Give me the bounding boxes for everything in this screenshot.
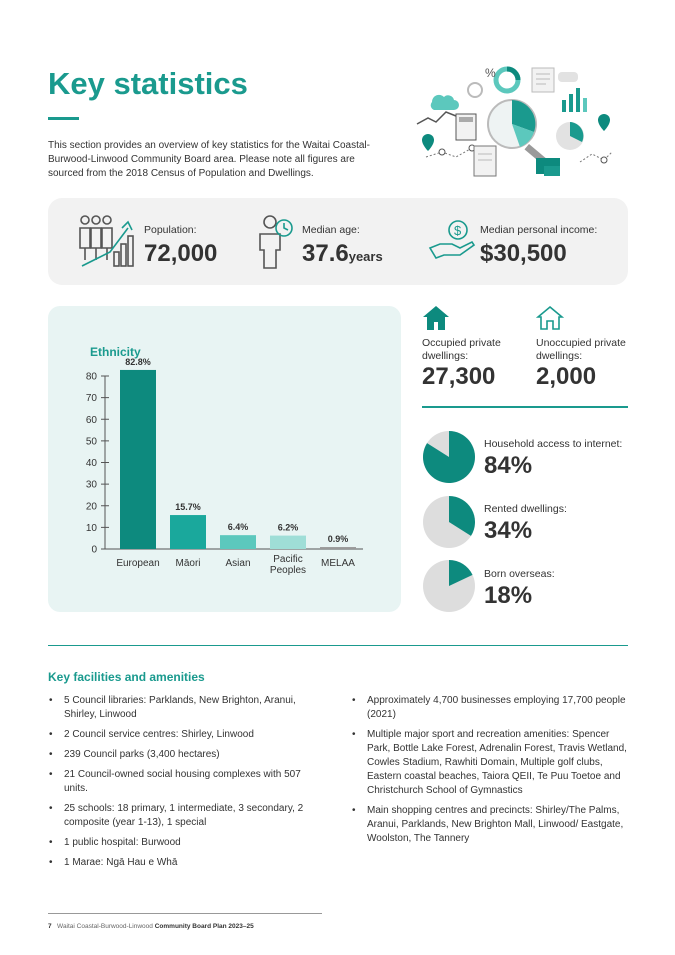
born-overseas-value: 18%	[484, 582, 533, 609]
bar-asian	[220, 535, 256, 549]
svg-text:%: %	[485, 66, 496, 80]
footer-plan-name: Community Board Plan 2023–25	[154, 923, 254, 930]
rented-dwellings-pie	[422, 495, 476, 549]
facility-item: • 1 public hospital: Burwood	[48, 836, 318, 850]
page-title: Key statistics	[48, 66, 248, 101]
bar-pacific-peoples	[270, 536, 306, 549]
facility-item: • Main shopping centres and precincts: Shirley/The Palms, Aranui, Parklands, New Brighton Mall, Linwood/ Eastgate, Woolston, The Tannery	[351, 804, 633, 846]
title-underline	[48, 117, 79, 120]
bar-m-ori	[170, 515, 206, 549]
income-label: Median personal income:	[480, 224, 598, 236]
svg-text:$: $	[454, 223, 462, 238]
location-pin-icon	[422, 134, 434, 151]
ethnicity-panel	[48, 306, 401, 612]
bar-chart-icon	[562, 100, 566, 112]
bar-european	[120, 370, 156, 549]
y-tick-label: 40	[85, 458, 97, 469]
cloud-icon	[431, 95, 459, 110]
y-tick-label: 80	[85, 371, 97, 383]
page-footer	[48, 923, 254, 930]
rented-dwellings-label: Rented dwellings:	[484, 503, 567, 515]
category-label: European	[116, 558, 160, 569]
category-label: Māori	[175, 558, 201, 569]
median-age-unit: years	[348, 249, 383, 264]
facility-item: • Approximately 4,700 businesses employing 17,700 people (2021)	[351, 694, 633, 722]
facility-item: • 239 Council parks (3,400 hectares)	[48, 748, 318, 762]
line-graph-icon	[417, 112, 456, 124]
section-divider	[48, 645, 628, 646]
y-tick-label: 20	[85, 501, 97, 513]
dwellings-divider	[422, 406, 628, 408]
facility-item: • 25 schools: 18 primary, 1 intermediate, 3 secondary, 2 composite (year 1-13), 1 special	[48, 802, 318, 830]
location-pin-icon-2	[598, 114, 610, 131]
born-overseas-pie	[422, 559, 476, 613]
data-label: 82.8%	[125, 356, 151, 367]
data-label: 6.2%	[277, 522, 299, 533]
hand-money-icon	[428, 214, 476, 270]
data-label: 0.9%	[327, 534, 349, 545]
intro-paragraph: This section provides an overview of key statistics for the Waitai Coastal-Burwood-Linwood Community Board area. Please note all figures are sourced from the 2018 Census of Population and Dwellings.	[48, 140, 370, 179]
median-age-number: 37.6	[302, 240, 349, 267]
unoccupied-dwellings-label: Unoccupied private dwellings:	[536, 337, 626, 362]
category-label: Pacific	[273, 554, 303, 565]
internet-access-value: 84%	[484, 452, 533, 479]
born-overseas-label: Born overseas:	[484, 568, 555, 580]
facility-item: • Multiple major sport and recreation amenities: Spencer Park, Bottle Lake Forest, Adrenalin Forest, Travis Wetland, Cowles Stadium, Rawhiti Domain, Multiple golf clubs, Eastern coastal beaches, Taiora QEII, Te Puu Toetoe and Christchurch School of Gymnastics	[351, 728, 633, 798]
tablet-icon	[474, 146, 496, 176]
population-value: 72,000	[144, 240, 218, 267]
facility-item: • 2 Council service centres: Shirley, Linwood	[48, 728, 318, 742]
data-label: 15.7%	[175, 502, 201, 513]
bar-melaa	[320, 547, 356, 549]
key-stats-panel	[48, 198, 628, 285]
y-tick-label: 30	[85, 479, 97, 491]
facilities-list-left	[48, 694, 318, 876]
occupied-dwellings-label: Occupied private dwellings:	[422, 337, 501, 362]
population-icon	[76, 214, 138, 270]
facility-item: • 1 Marae: Ngā Hau e Whā	[48, 856, 318, 870]
rented-dwellings-value: 34%	[484, 517, 533, 544]
footer-board-name: Waitai Coastal-Burwood-Linwood	[57, 923, 153, 930]
facility-item: • 5 Council libraries: Parklands, New Brighton, Aranui, Shirley, Linwood	[48, 694, 318, 722]
house-outline-icon	[536, 305, 564, 331]
facilities-list-right	[351, 694, 633, 852]
chart-title: Ethnicity	[90, 345, 141, 359]
category-label: Peoples	[269, 565, 307, 576]
data-label: 6.4%	[227, 522, 249, 533]
median-age-value	[302, 240, 383, 268]
facilities-heading: Key facilities and amenities	[48, 670, 205, 684]
footer-divider	[48, 913, 322, 914]
statistics-illustration	[412, 62, 624, 187]
internet-access-label: Household access to internet:	[484, 438, 623, 450]
ethnicity-bar-chart	[48, 306, 401, 612]
person-clock-icon	[258, 214, 298, 270]
population-label: Population:	[144, 224, 197, 236]
median-age-label: Median age:	[302, 224, 360, 236]
occupied-dwellings-value: 27,300	[422, 363, 496, 390]
document-icon	[532, 68, 554, 92]
facility-item: • 21 Council-owned social housing complexes with 507 units.	[48, 768, 318, 796]
y-tick-label: 70	[85, 393, 97, 405]
y-tick-label: 60	[85, 414, 97, 426]
page-number: 7	[48, 923, 52, 930]
y-tick-label: 10	[85, 522, 97, 534]
y-tick-label: 50	[85, 436, 97, 448]
category-label: Asian	[225, 558, 251, 569]
income-value: $30,500	[480, 240, 567, 267]
house-filled-icon	[422, 305, 450, 331]
y-tick-label: 0	[91, 544, 97, 556]
unoccupied-dwellings-value: 2,000	[536, 363, 597, 390]
internet-access-pie	[422, 430, 476, 484]
category-label: MELAA	[321, 558, 355, 569]
